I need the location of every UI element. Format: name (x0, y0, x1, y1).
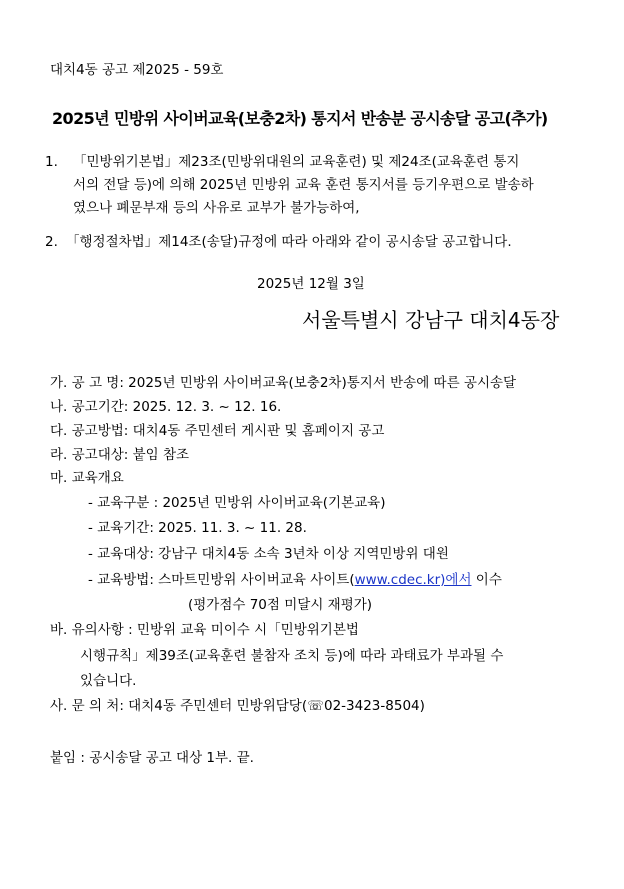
detail-notice-target: 라. 공고대상: 붙임 참조 (50, 447, 190, 463)
education-method (88, 572, 502, 588)
caution-line: 바. 유의사항 : 민방위 교육 미이수 시「민방위기본법 (50, 622, 359, 638)
document-title: 2025년 민방위 사이버교육(보충2차) 통지서 반송분 공시송달 공고(추가) (52, 109, 548, 128)
contact-info (50, 698, 425, 714)
detail-education-overview: 마. 교육개요 (50, 470, 124, 486)
education-period: - 교육기간: 2025. 11. 3. ~ 11. 28. (88, 520, 307, 536)
detail-notice-name: 가. 공 고 명: 2025년 민방위 사이버교육(보충2차)통지서 반송에 따른 공시송달 (50, 375, 517, 391)
contact-phone: ☏02-3423-8504) (307, 698, 425, 714)
education-note: (평가점수 70점 미달시 재평가) (188, 597, 373, 613)
detail-notice-period: 나. 공고기간: 2025. 12. 3. ~ 12. 16. (50, 399, 282, 415)
caution-line: 있습니다. (80, 673, 137, 689)
caution-line: 시행규칙」제39조(교육훈련 불참자 조치 등)에 따라 과태료가 부과될 수 (80, 648, 504, 664)
doc-number: 대치4동 공고 제2025 - 59호 (50, 62, 224, 78)
education-method-text: - 교육방법: 스마트민방위 사이버교육 사이트( (88, 572, 355, 588)
item-text-line: 「행정절차법」제14조(송달)규정에 따라 아래와 같이 공시송달 공고합니다. (66, 234, 512, 250)
contact-label: 사. 문 의 처: 대치4동 주민센터 민방위담당( (50, 698, 308, 714)
item-number: 2. (45, 234, 58, 250)
item-number: 1. (45, 154, 58, 170)
education-method-suffix: 이수 (471, 572, 502, 588)
education-site-link[interactable]: www.cdec.kr)에서 (354, 572, 472, 588)
item-text-line: 「민방위기본법」제23조(민방위대원의 교육훈련) 및 제24조(교육훈련 통지 (73, 154, 520, 170)
item-text-line: 서의 전달 등)에 의해 2025년 민방위 교육 훈련 통지서를 등기우편으로 발송하 (73, 177, 534, 193)
education-target: - 교육대상: 강남구 대치4동 소속 3년차 이상 지역민방위 대원 (88, 546, 449, 562)
item-text-line: 였으나 폐문부재 등의 사유로 교부가 불가능하여, (73, 200, 360, 216)
issuer-name: 서울특별시 강남구 대치4동장 (302, 308, 560, 332)
detail-notice-method: 다. 공고방법: 대치4동 주민센터 게시판 및 홈페이지 공고 (50, 423, 385, 439)
attachment-note: 붙임 : 공시송달 공고 대상 1부. 끝. (50, 750, 254, 766)
education-type: - 교육구분 : 2025년 민방위 사이버교육(기본교육) (88, 495, 386, 511)
notice-date: 2025년 12월 3일 (257, 276, 365, 292)
